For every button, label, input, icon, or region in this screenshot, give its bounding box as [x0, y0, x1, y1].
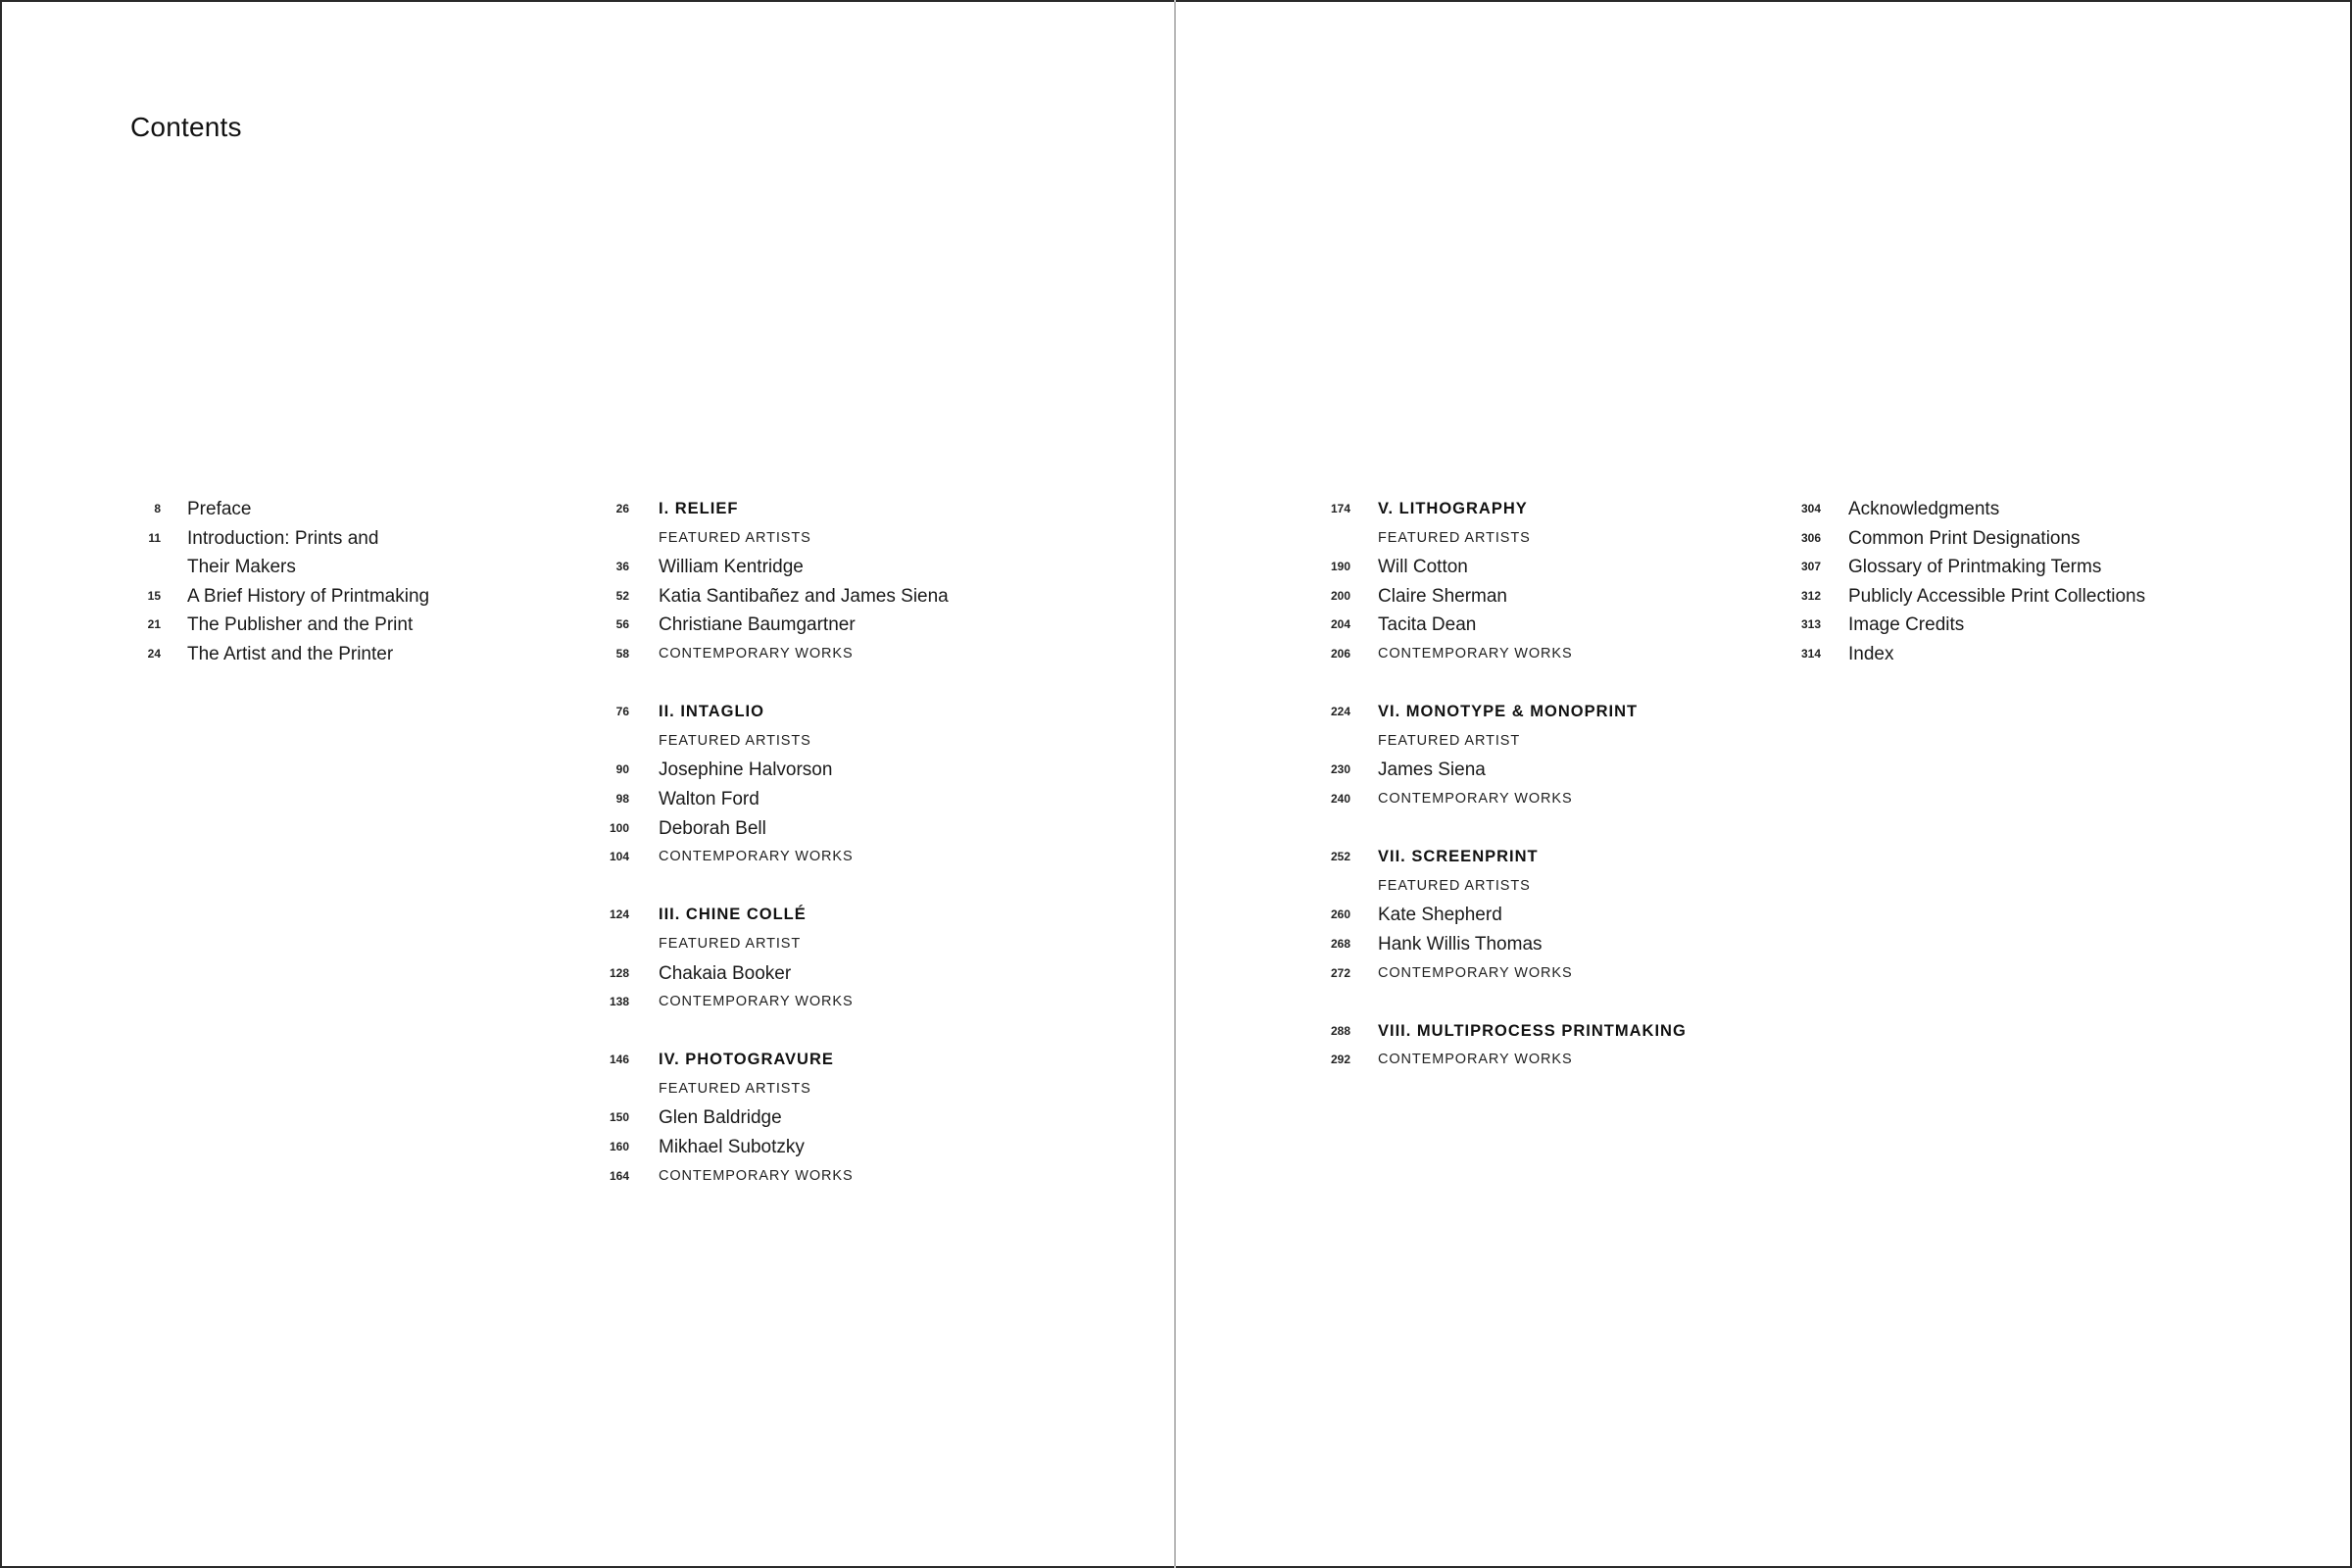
entry-title: Kate Shepherd — [1378, 905, 1502, 926]
entry-title: Introduction: Prints and — [187, 527, 379, 549]
entry-title: FEATURED ARTISTS — [1378, 529, 1531, 546]
page-number: 260 — [1330, 907, 1350, 922]
section-spacer — [598, 872, 1147, 902]
toc-column-front-matter — [127, 495, 578, 669]
page-number: 128 — [609, 965, 629, 980]
page-number: 272 — [1330, 965, 1350, 980]
page-number: 56 — [615, 617, 629, 632]
entry-title: Walton Ford — [659, 788, 760, 809]
page-number: 307 — [1800, 560, 1821, 574]
page-number: 100 — [609, 820, 629, 835]
page-spine-divider — [1174, 0, 1176, 1568]
toc-subheading — [598, 843, 1147, 872]
page-number: 36 — [615, 560, 629, 574]
toc-entry — [598, 611, 1147, 640]
toc-entry — [1784, 553, 2332, 582]
entry-title: Index — [1848, 643, 1894, 664]
page-number: 164 — [609, 1168, 629, 1183]
entry-title: VI. MONOTYPE & MONOPRINT — [1378, 703, 1639, 721]
toc-subheading — [1313, 1046, 1784, 1075]
toc-subheading — [598, 1162, 1147, 1192]
page-number: 52 — [615, 588, 629, 603]
toc-subheading — [1313, 640, 1784, 669]
toc-entry — [1313, 930, 1784, 959]
page-number: 304 — [1800, 502, 1821, 515]
entry-title: CONTEMPORARY WORKS — [659, 1167, 854, 1184]
entry-title: Will Cotton — [1378, 557, 1468, 578]
entry-title: II. INTAGLIO — [659, 703, 764, 721]
toc-column-chapters-5-8 — [1313, 495, 1784, 1075]
toc-entry — [127, 553, 578, 582]
toc-section-heading — [598, 698, 1147, 727]
entry-title: Josephine Halvorson — [659, 760, 833, 781]
page-number: 11 — [148, 530, 161, 545]
page-number: 174 — [1330, 502, 1350, 515]
entry-title: FEATURED ARTISTS — [1378, 877, 1531, 894]
entry-title: I. RELIEF — [659, 500, 739, 517]
toc-entry — [1313, 553, 1784, 582]
page-number: 268 — [1330, 936, 1350, 951]
page-number: 224 — [1330, 705, 1350, 719]
page-number: 21 — [147, 617, 161, 632]
entry-title: CONTEMPORARY WORKS — [659, 994, 854, 1010]
page-number: 24 — [147, 646, 161, 661]
entry-title: FEATURED ARTISTS — [659, 1080, 811, 1097]
entry-title: CONTEMPORARY WORKS — [659, 645, 854, 662]
entry-title: FEATURED ARTISTS — [659, 529, 811, 546]
page-number: 104 — [609, 850, 629, 864]
entry-title: IV. PHOTOGRAVURE — [659, 1051, 834, 1069]
entry-title: V. LITHOGRAPHY — [1378, 500, 1528, 517]
page-number: 314 — [1800, 646, 1821, 661]
entry-title: Glen Baldridge — [659, 1107, 782, 1129]
page-number: 58 — [615, 646, 629, 661]
entry-title: Katia Santibañez and James Siena — [659, 585, 949, 607]
entry-title: VIII. MULTIPROCESS PRINTMAKING — [1378, 1021, 1687, 1040]
toc-entry — [598, 959, 1147, 989]
page-number: 76 — [615, 705, 629, 719]
toc-entry — [127, 495, 578, 524]
page-number: 313 — [1800, 617, 1821, 632]
entry-title: CONTEMPORARY WORKS — [659, 849, 854, 865]
toc-section-heading — [598, 1046, 1147, 1075]
page-number: 200 — [1330, 588, 1350, 603]
page-number: 150 — [609, 1110, 629, 1125]
page-number: 288 — [1330, 1023, 1350, 1038]
page-number: 146 — [609, 1053, 629, 1067]
entry-title: Deborah Bell — [659, 817, 766, 839]
page-number: 292 — [1330, 1053, 1350, 1067]
entry-title: CONTEMPORARY WORKS — [1378, 645, 1573, 662]
toc-column-chapters-1-4 — [598, 495, 1147, 1191]
toc-section-heading — [1313, 698, 1784, 727]
toc-section-heading — [1313, 495, 1784, 524]
section-spacer — [1313, 669, 1784, 699]
toc-entry — [1313, 756, 1784, 785]
toc-entry — [598, 1103, 1147, 1133]
page-number: 90 — [615, 762, 629, 777]
page-number: 98 — [615, 791, 629, 806]
entry-title: Hank Willis Thomas — [1378, 933, 1543, 955]
toc-entry — [598, 582, 1147, 612]
page-number: 312 — [1800, 588, 1821, 603]
page-number: 160 — [609, 1140, 629, 1154]
page-number: 8 — [154, 502, 161, 515]
entry-title: Publicly Accessible Print Collections — [1848, 585, 2146, 607]
toc-subheading — [1313, 785, 1784, 814]
toc-entry — [1313, 901, 1784, 930]
page-title: Contents — [130, 112, 242, 142]
toc-section-heading — [1313, 843, 1784, 872]
page-number: 26 — [615, 502, 629, 515]
entry-title: The Artist and the Printer — [187, 643, 394, 664]
toc-entry — [127, 524, 578, 554]
toc-entry — [598, 1133, 1147, 1162]
page-number: 252 — [1330, 850, 1350, 864]
entry-title: VII. SCREENPRINT — [1378, 848, 1539, 866]
toc-subheading — [598, 1075, 1147, 1104]
entry-title: William Kentridge — [659, 557, 804, 578]
toc-subheading — [1313, 872, 1784, 902]
entry-title: Chakaia Booker — [659, 962, 792, 984]
toc-entry — [598, 756, 1147, 785]
page-number: 190 — [1330, 560, 1350, 574]
entry-title: The Publisher and the Print — [187, 614, 414, 636]
toc-section-heading — [598, 901, 1147, 930]
toc-subheading — [598, 727, 1147, 757]
entry-title: Claire Sherman — [1378, 585, 1507, 607]
toc-section-heading — [598, 495, 1147, 524]
entry-title: Christiane Baumgartner — [659, 614, 856, 636]
page-number: 204 — [1330, 617, 1350, 632]
page-number: 206 — [1330, 646, 1350, 661]
entry-title: Tacita Dean — [1378, 614, 1477, 636]
toc-entry — [1784, 495, 2332, 524]
entry-title: FEATURED ARTIST — [1378, 732, 1521, 749]
entry-title: James Siena — [1378, 760, 1486, 781]
entry-title: Common Print Designations — [1848, 527, 2081, 549]
toc-subheading — [598, 930, 1147, 959]
toc-subheading — [598, 640, 1147, 669]
toc-entry — [1313, 582, 1784, 612]
entry-title: CONTEMPORARY WORKS — [1378, 1052, 1573, 1068]
toc-subheading — [1313, 524, 1784, 554]
section-spacer — [598, 1017, 1147, 1047]
page-number: 240 — [1330, 791, 1350, 806]
section-spacer — [1313, 988, 1784, 1017]
section-spacer — [598, 669, 1147, 699]
page-number: 15 — [147, 588, 161, 603]
toc-entry — [1784, 611, 2332, 640]
entry-title: CONTEMPORARY WORKS — [1378, 964, 1573, 981]
toc-section-heading — [1313, 1017, 1784, 1047]
page-number: 138 — [609, 995, 629, 1009]
entry-title: CONTEMPORARY WORKS — [1378, 790, 1573, 807]
entry-title: FEATURED ARTIST — [659, 935, 802, 952]
toc-entry — [127, 611, 578, 640]
toc-entry — [1313, 611, 1784, 640]
entry-title: Mikhael Subotzky — [659, 1137, 805, 1158]
toc-subheading — [598, 524, 1147, 554]
entry-title: Image Credits — [1848, 614, 1965, 636]
page-number: 306 — [1800, 530, 1821, 545]
toc-entry — [598, 814, 1147, 844]
entry-title: III. CHINE COLLÉ — [659, 906, 807, 924]
toc-entry — [598, 553, 1147, 582]
toc-subheading — [598, 988, 1147, 1017]
toc-entry — [127, 582, 578, 612]
section-spacer — [1313, 814, 1784, 844]
toc-entry — [1784, 640, 2332, 669]
toc-entry — [1784, 524, 2332, 554]
entry-title: A Brief History of Printmaking — [187, 585, 430, 607]
toc-subheading — [1313, 959, 1784, 989]
entry-title: Preface — [187, 499, 252, 519]
toc-entry — [127, 640, 578, 669]
entry-title: FEATURED ARTISTS — [659, 732, 811, 749]
page-number: 230 — [1330, 762, 1350, 777]
toc-subheading — [1313, 727, 1784, 757]
toc-entry — [1784, 582, 2332, 612]
toc-entry — [598, 785, 1147, 814]
page-number: 124 — [609, 907, 629, 922]
toc-column-back-matter — [1784, 495, 2332, 669]
entry-title: Glossary of Printmaking Terms — [1848, 557, 2102, 578]
entry-title: Their Makers — [187, 557, 296, 578]
entry-title: Acknowledgments — [1848, 499, 2000, 519]
